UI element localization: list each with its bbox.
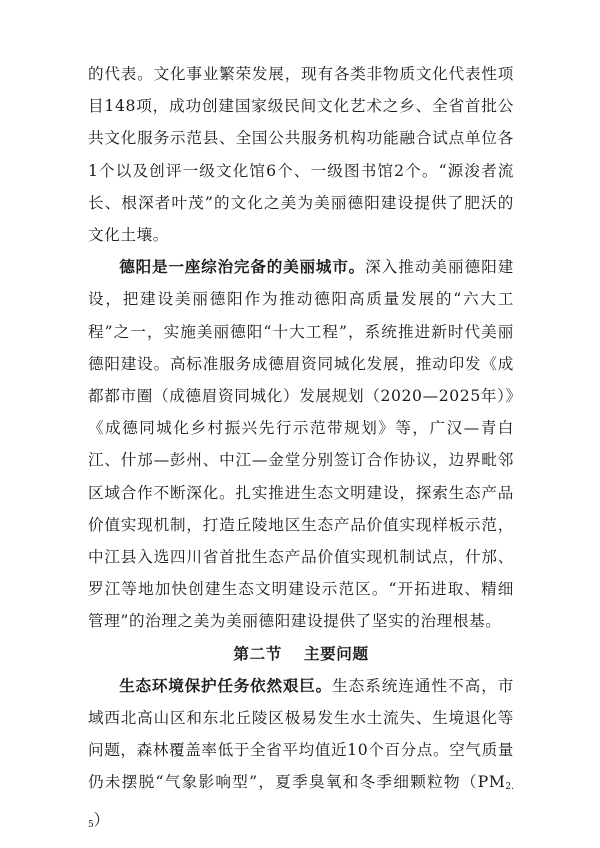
pm-subscript: 2.5 [88,782,514,830]
paragraph-ecology-tail: ） [93,810,110,829]
section-heading [88,638,514,670]
paragraph-governance-lead: 德阳是一座综治完备的美丽城市。 [119,258,366,277]
paragraph-culture [88,58,514,251]
paragraph-culture-text: 的代表。文化事业繁荣发展，现有各类非物质文化代表性项目148项，成功创建国家级民间文化艺术之乡、全省首批公共文化服务示范县、全国公共服务机构功能融合试点单位各1个以及创评一级文化馆6个、一级图书馆2个。“源浚者流长、根深者叶茂”的文化之美为美丽德阳建设提供了肥沃的文化土壤。 [88,65,514,245]
section-number: 第二节 [233,644,282,663]
paragraph-governance [88,251,514,637]
paragraph-ecology [88,670,514,841]
paragraph-governance-text: 深入推动美丽德阳建设，把建设美丽德阳作为推动德阳高质量发展的“六大工程”之一，实施美丽德阳“十大工程”，系统推进新时代美丽德阳建设。高标准服务成德眉资同城化发展，推动印发《成都都市圈（成德眉资同城化）发展规划（2020—2025年）》《成德同城化乡村振兴先行示范带规划》等，广汉—青白江、什邡—彭州、中江—金堂分别签订合作协议，边界毗邻区域合作不断深化。扎实推进生态文明建设，探索生态产品价值实现机制，打造丘陵地区生态产品价值实现样板示范，中江县入选四川省首批生态产品价值实现机制试点，什邡、罗江等地加快创建生态文明建设示范区。“开拓进取、精细管理”的治理之美为美丽德阳建设提供了坚实的治理根基。 [88,258,514,631]
document-page [88,58,514,841]
paragraph-ecology-lead: 生态环境保护任务依然艰巨。 [119,676,333,695]
paragraph-ecology-text: 生态系统连通性不高，市域西北高山区和东北丘陵区极易发生水土流失、生境退化等问题，森林覆盖率低于全省平均值近10个百分点。空气质量仍未摆脱“气象影响型”，夏季臭氧和冬季细颗粒物（PM [88,676,514,792]
section-title: 主要问题 [303,644,369,663]
